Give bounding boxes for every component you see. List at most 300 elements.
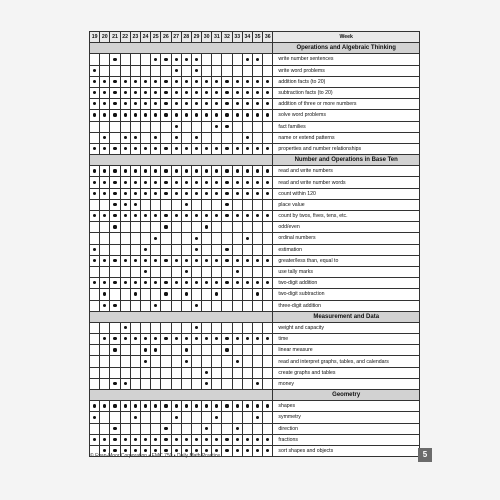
week-cell xyxy=(232,166,242,177)
week-cell xyxy=(222,278,232,289)
practice-dot-icon xyxy=(246,449,249,452)
week-cell xyxy=(110,378,120,389)
week-cell xyxy=(263,87,273,98)
week-cell xyxy=(171,143,181,154)
week-cell xyxy=(253,445,263,456)
week-cell xyxy=(191,143,201,154)
week-cell xyxy=(130,121,140,132)
week-number-header: 26 xyxy=(161,32,171,43)
skill-row xyxy=(90,367,420,378)
week-cell xyxy=(120,121,130,132)
week-cell xyxy=(222,99,232,110)
week-cell xyxy=(171,188,181,199)
practice-dot-icon xyxy=(144,91,147,94)
week-cell xyxy=(232,255,242,266)
practice-dot-icon xyxy=(225,214,228,217)
practice-dot-icon xyxy=(113,214,116,217)
week-cell xyxy=(232,378,242,389)
skill-row xyxy=(90,233,420,244)
week-cell xyxy=(242,143,252,154)
week-cell xyxy=(191,222,201,233)
practice-dot-icon xyxy=(164,181,167,184)
week-cell xyxy=(171,110,181,121)
skill-label: read and write numbers xyxy=(273,166,420,177)
week-cell xyxy=(110,199,120,210)
practice-dot-icon xyxy=(205,449,208,452)
week-cell xyxy=(253,211,263,222)
practice-dot-icon xyxy=(134,136,137,139)
practice-dot-icon xyxy=(225,404,228,407)
practice-dot-icon xyxy=(103,304,106,307)
week-cell xyxy=(151,233,161,244)
practice-dot-icon xyxy=(124,404,127,407)
skill-row xyxy=(90,412,420,423)
week-cell xyxy=(90,300,100,311)
practice-dot-icon xyxy=(256,80,259,83)
section-header-row xyxy=(90,155,420,166)
week-cell xyxy=(232,87,242,98)
week-cell xyxy=(110,434,120,445)
week-cell xyxy=(110,300,120,311)
week-cell xyxy=(130,289,140,300)
week-cell xyxy=(100,110,110,121)
week-cell xyxy=(181,345,191,356)
practice-dot-icon xyxy=(103,438,106,441)
week-cell xyxy=(120,54,130,65)
week-cell xyxy=(171,266,181,277)
week-cell xyxy=(120,244,130,255)
week-cell xyxy=(171,278,181,289)
skill-label: solve word problems xyxy=(273,110,420,121)
practice-dot-icon xyxy=(266,281,269,284)
week-cell xyxy=(181,132,191,143)
week-cell xyxy=(140,87,150,98)
week-cell xyxy=(232,423,242,434)
practice-dot-icon xyxy=(175,192,178,195)
week-cell xyxy=(151,278,161,289)
week-cell xyxy=(222,255,232,266)
practice-dot-icon xyxy=(225,438,228,441)
week-cell xyxy=(161,244,171,255)
practice-dot-icon xyxy=(164,292,167,295)
practice-dot-icon xyxy=(134,147,137,150)
practice-dot-icon xyxy=(164,427,167,430)
week-cell xyxy=(151,54,161,65)
week-cell xyxy=(232,278,242,289)
week-cell xyxy=(212,233,222,244)
week-cell xyxy=(161,132,171,143)
week-cell xyxy=(191,289,201,300)
practice-dot-icon xyxy=(93,404,96,407)
practice-dot-icon xyxy=(185,169,188,172)
week-cell xyxy=(161,177,171,188)
week-cell xyxy=(130,143,140,154)
practice-dot-icon xyxy=(175,281,178,284)
week-cell xyxy=(212,199,222,210)
week-cell xyxy=(90,356,100,367)
week-cell xyxy=(181,266,191,277)
practice-dot-icon xyxy=(134,91,137,94)
practice-dot-icon xyxy=(103,259,106,262)
skill-label: direction xyxy=(273,423,420,434)
practice-dot-icon xyxy=(215,80,218,83)
week-cell xyxy=(120,177,130,188)
practice-dot-icon xyxy=(185,337,188,340)
week-cell xyxy=(242,434,252,445)
practice-dot-icon xyxy=(154,80,157,83)
skill-row xyxy=(90,143,420,154)
week-cell xyxy=(212,222,222,233)
week-cell xyxy=(120,367,130,378)
week-cell xyxy=(232,211,242,222)
practice-dot-icon xyxy=(205,337,208,340)
week-cell xyxy=(191,211,201,222)
week-cell xyxy=(212,132,222,143)
week-cell xyxy=(242,378,252,389)
practice-dot-icon xyxy=(144,438,147,441)
practice-dot-icon xyxy=(154,304,157,307)
section-title: Measurement and Data xyxy=(273,311,420,322)
week-cell xyxy=(191,278,201,289)
practice-dot-icon xyxy=(124,326,127,329)
practice-dot-icon xyxy=(113,337,116,340)
practice-dot-icon xyxy=(103,214,106,217)
practice-dot-icon xyxy=(246,281,249,284)
week-cell xyxy=(110,143,120,154)
week-cell xyxy=(140,132,150,143)
week-cell xyxy=(140,199,150,210)
week-cell xyxy=(212,121,222,132)
week-cell xyxy=(191,87,201,98)
practice-dot-icon xyxy=(175,214,178,217)
practice-dot-icon xyxy=(205,281,208,284)
week-cell xyxy=(130,244,140,255)
week-cell xyxy=(181,367,191,378)
practice-dot-icon xyxy=(144,259,147,262)
practice-dot-icon xyxy=(154,214,157,217)
week-number-header: 25 xyxy=(151,32,161,43)
practice-dot-icon xyxy=(164,192,167,195)
practice-dot-icon xyxy=(124,80,127,83)
week-cell xyxy=(222,345,232,356)
practice-dot-icon xyxy=(205,214,208,217)
week-cell xyxy=(253,132,263,143)
week-cell xyxy=(222,334,232,345)
practice-dot-icon xyxy=(266,102,269,105)
week-cell xyxy=(140,255,150,266)
week-cell xyxy=(90,54,100,65)
week-cell xyxy=(253,334,263,345)
practice-dot-icon xyxy=(103,113,106,116)
practice-dot-icon xyxy=(175,58,178,61)
week-cell xyxy=(130,177,140,188)
section-title: Geometry xyxy=(273,390,420,401)
practice-dot-icon xyxy=(205,80,208,83)
practice-dot-icon xyxy=(124,181,127,184)
week-cell xyxy=(181,121,191,132)
week-cell xyxy=(212,87,222,98)
practice-dot-icon xyxy=(185,113,188,116)
practice-dot-icon xyxy=(236,214,239,217)
skill-label: shapes xyxy=(273,401,420,412)
practice-dot-icon xyxy=(113,438,116,441)
week-cell xyxy=(232,345,242,356)
practice-dot-icon xyxy=(175,337,178,340)
practice-dot-icon xyxy=(93,80,96,83)
week-cell xyxy=(253,367,263,378)
practice-dot-icon xyxy=(154,181,157,184)
week-cell xyxy=(171,345,181,356)
practice-dot-icon xyxy=(113,80,116,83)
week-cell xyxy=(212,345,222,356)
week-cell xyxy=(110,255,120,266)
week-cell xyxy=(222,177,232,188)
week-cell xyxy=(232,143,242,154)
practice-dot-icon xyxy=(124,337,127,340)
week-cell xyxy=(140,289,150,300)
practice-dot-icon xyxy=(113,449,116,452)
week-cell xyxy=(263,76,273,87)
week-cell xyxy=(232,188,242,199)
practice-dot-icon xyxy=(236,270,239,273)
week-cell xyxy=(263,233,273,244)
skill-row xyxy=(90,132,420,143)
week-cell xyxy=(212,266,222,277)
practice-dot-icon xyxy=(103,181,106,184)
practice-dot-icon xyxy=(113,113,116,116)
week-cell xyxy=(181,434,191,445)
practice-dot-icon xyxy=(154,102,157,105)
practice-dot-icon xyxy=(185,147,188,150)
practice-dot-icon xyxy=(103,449,106,452)
week-cell xyxy=(120,412,130,423)
week-cell xyxy=(110,54,120,65)
week-cell xyxy=(161,423,171,434)
week-cell xyxy=(191,244,201,255)
practice-dot-icon xyxy=(154,438,157,441)
skill-row xyxy=(90,255,420,266)
skill-row xyxy=(90,244,420,255)
week-cell xyxy=(171,434,181,445)
practice-dot-icon xyxy=(246,214,249,217)
week-cell xyxy=(151,322,161,333)
week-cell xyxy=(263,378,273,389)
practice-dot-icon xyxy=(225,91,228,94)
week-cell xyxy=(242,266,252,277)
week-cell xyxy=(151,255,161,266)
week-cell xyxy=(181,143,191,154)
practice-dot-icon xyxy=(215,214,218,217)
practice-dot-icon xyxy=(164,91,167,94)
week-cell xyxy=(242,334,252,345)
practice-dot-icon xyxy=(195,102,198,105)
skill-label: money xyxy=(273,378,420,389)
practice-dot-icon xyxy=(144,80,147,83)
week-cell xyxy=(151,244,161,255)
skill-label: fractions xyxy=(273,434,420,445)
week-cell xyxy=(140,177,150,188)
week-cell xyxy=(171,334,181,345)
practice-dot-icon xyxy=(113,102,116,105)
week-cell xyxy=(130,401,140,412)
practice-dot-icon xyxy=(113,281,116,284)
week-cell xyxy=(161,334,171,345)
practice-dot-icon xyxy=(103,281,106,284)
week-cell xyxy=(90,278,100,289)
week-cell xyxy=(100,65,110,76)
week-cell xyxy=(171,76,181,87)
week-cell xyxy=(140,143,150,154)
practice-dot-icon xyxy=(246,181,249,184)
week-cell xyxy=(263,99,273,110)
week-cell xyxy=(100,300,110,311)
week-number-header: 34 xyxy=(242,32,252,43)
practice-dot-icon xyxy=(225,281,228,284)
week-cell xyxy=(130,76,140,87)
week-cell xyxy=(202,222,212,233)
week-cell xyxy=(242,300,252,311)
week-cell xyxy=(90,76,100,87)
week-cell xyxy=(130,65,140,76)
practice-dot-icon xyxy=(236,147,239,150)
week-cell xyxy=(222,401,232,412)
practice-dot-icon xyxy=(256,259,259,262)
practice-dot-icon xyxy=(93,259,96,262)
practice-dot-icon xyxy=(185,270,188,273)
practice-dot-icon xyxy=(195,192,198,195)
practice-dot-icon xyxy=(175,69,178,72)
week-cell xyxy=(90,434,100,445)
practice-dot-icon xyxy=(134,438,137,441)
week-cell xyxy=(222,132,232,143)
practice-dot-icon xyxy=(225,192,228,195)
practice-dot-icon xyxy=(144,147,147,150)
week-cell xyxy=(110,345,120,356)
week-cell xyxy=(161,143,171,154)
skill-row xyxy=(90,87,420,98)
week-cell xyxy=(242,166,252,177)
week-number-header: 19 xyxy=(90,32,100,43)
week-cell xyxy=(202,199,212,210)
skill-label: weight and capacity xyxy=(273,322,420,333)
week-number-header: 20 xyxy=(100,32,110,43)
week-cell xyxy=(100,54,110,65)
practice-dot-icon xyxy=(246,438,249,441)
week-cell xyxy=(120,334,130,345)
week-number-header: 28 xyxy=(181,32,191,43)
practice-dot-icon xyxy=(144,102,147,105)
week-cell xyxy=(90,222,100,233)
practice-dot-icon xyxy=(236,259,239,262)
week-cell xyxy=(263,300,273,311)
week-cell xyxy=(212,378,222,389)
skill-label: read and write number words xyxy=(273,177,420,188)
week-cell xyxy=(222,54,232,65)
practice-dot-icon xyxy=(246,58,249,61)
practice-dot-icon xyxy=(185,449,188,452)
week-cell xyxy=(120,266,130,277)
practice-dot-icon xyxy=(205,438,208,441)
week-cell xyxy=(100,378,110,389)
practice-dot-icon xyxy=(246,404,249,407)
week-cell xyxy=(120,233,130,244)
practice-dot-icon xyxy=(175,181,178,184)
week-cell xyxy=(151,423,161,434)
week-cell xyxy=(161,188,171,199)
practice-dot-icon xyxy=(154,192,157,195)
practice-dot-icon xyxy=(256,181,259,184)
week-cell xyxy=(110,76,120,87)
week-cell xyxy=(212,244,222,255)
practice-dot-icon xyxy=(185,404,188,407)
practice-dot-icon xyxy=(154,169,157,172)
week-cell xyxy=(140,211,150,222)
week-cell xyxy=(181,289,191,300)
week-cell xyxy=(202,412,212,423)
week-cell xyxy=(120,300,130,311)
practice-dot-icon xyxy=(144,348,147,351)
week-cell xyxy=(242,177,252,188)
practice-dot-icon xyxy=(215,192,218,195)
week-cell xyxy=(151,222,161,233)
week-cell xyxy=(130,412,140,423)
skill-row xyxy=(90,356,420,367)
practice-dot-icon xyxy=(175,147,178,150)
week-cell xyxy=(140,434,150,445)
practice-dot-icon xyxy=(164,113,167,116)
week-cell xyxy=(232,356,242,367)
practice-dot-icon xyxy=(164,438,167,441)
practice-dot-icon xyxy=(175,102,178,105)
skill-row xyxy=(90,289,420,300)
practice-dot-icon xyxy=(225,348,228,351)
skill-row xyxy=(90,199,420,210)
practice-dot-icon xyxy=(215,292,218,295)
week-cell xyxy=(161,322,171,333)
practice-dot-icon xyxy=(113,225,116,228)
practice-dot-icon xyxy=(134,214,137,217)
week-cell xyxy=(202,300,212,311)
skill-label: subtraction facts (to 20) xyxy=(273,87,420,98)
week-cell xyxy=(161,367,171,378)
practice-dot-icon xyxy=(195,181,198,184)
practice-dot-icon xyxy=(103,192,106,195)
section-header-row xyxy=(90,311,420,322)
practice-dot-icon xyxy=(195,304,198,307)
section-title: Operations and Algebraic Thinking xyxy=(273,43,420,54)
practice-dot-icon xyxy=(205,147,208,150)
week-cell xyxy=(222,378,232,389)
week-cell xyxy=(100,244,110,255)
week-cell xyxy=(90,110,100,121)
week-cell xyxy=(253,378,263,389)
practice-dot-icon xyxy=(124,281,127,284)
practice-dot-icon xyxy=(195,326,198,329)
week-cell xyxy=(242,76,252,87)
week-cell xyxy=(232,334,242,345)
week-cell xyxy=(212,356,222,367)
week-cell xyxy=(232,322,242,333)
practice-dot-icon xyxy=(256,192,259,195)
week-cell xyxy=(161,87,171,98)
practice-dot-icon xyxy=(164,58,167,61)
practice-dot-icon xyxy=(205,102,208,105)
week-cell xyxy=(120,211,130,222)
practice-dot-icon xyxy=(134,259,137,262)
practice-dot-icon xyxy=(93,91,96,94)
practice-dot-icon xyxy=(154,449,157,452)
week-cell xyxy=(263,412,273,423)
